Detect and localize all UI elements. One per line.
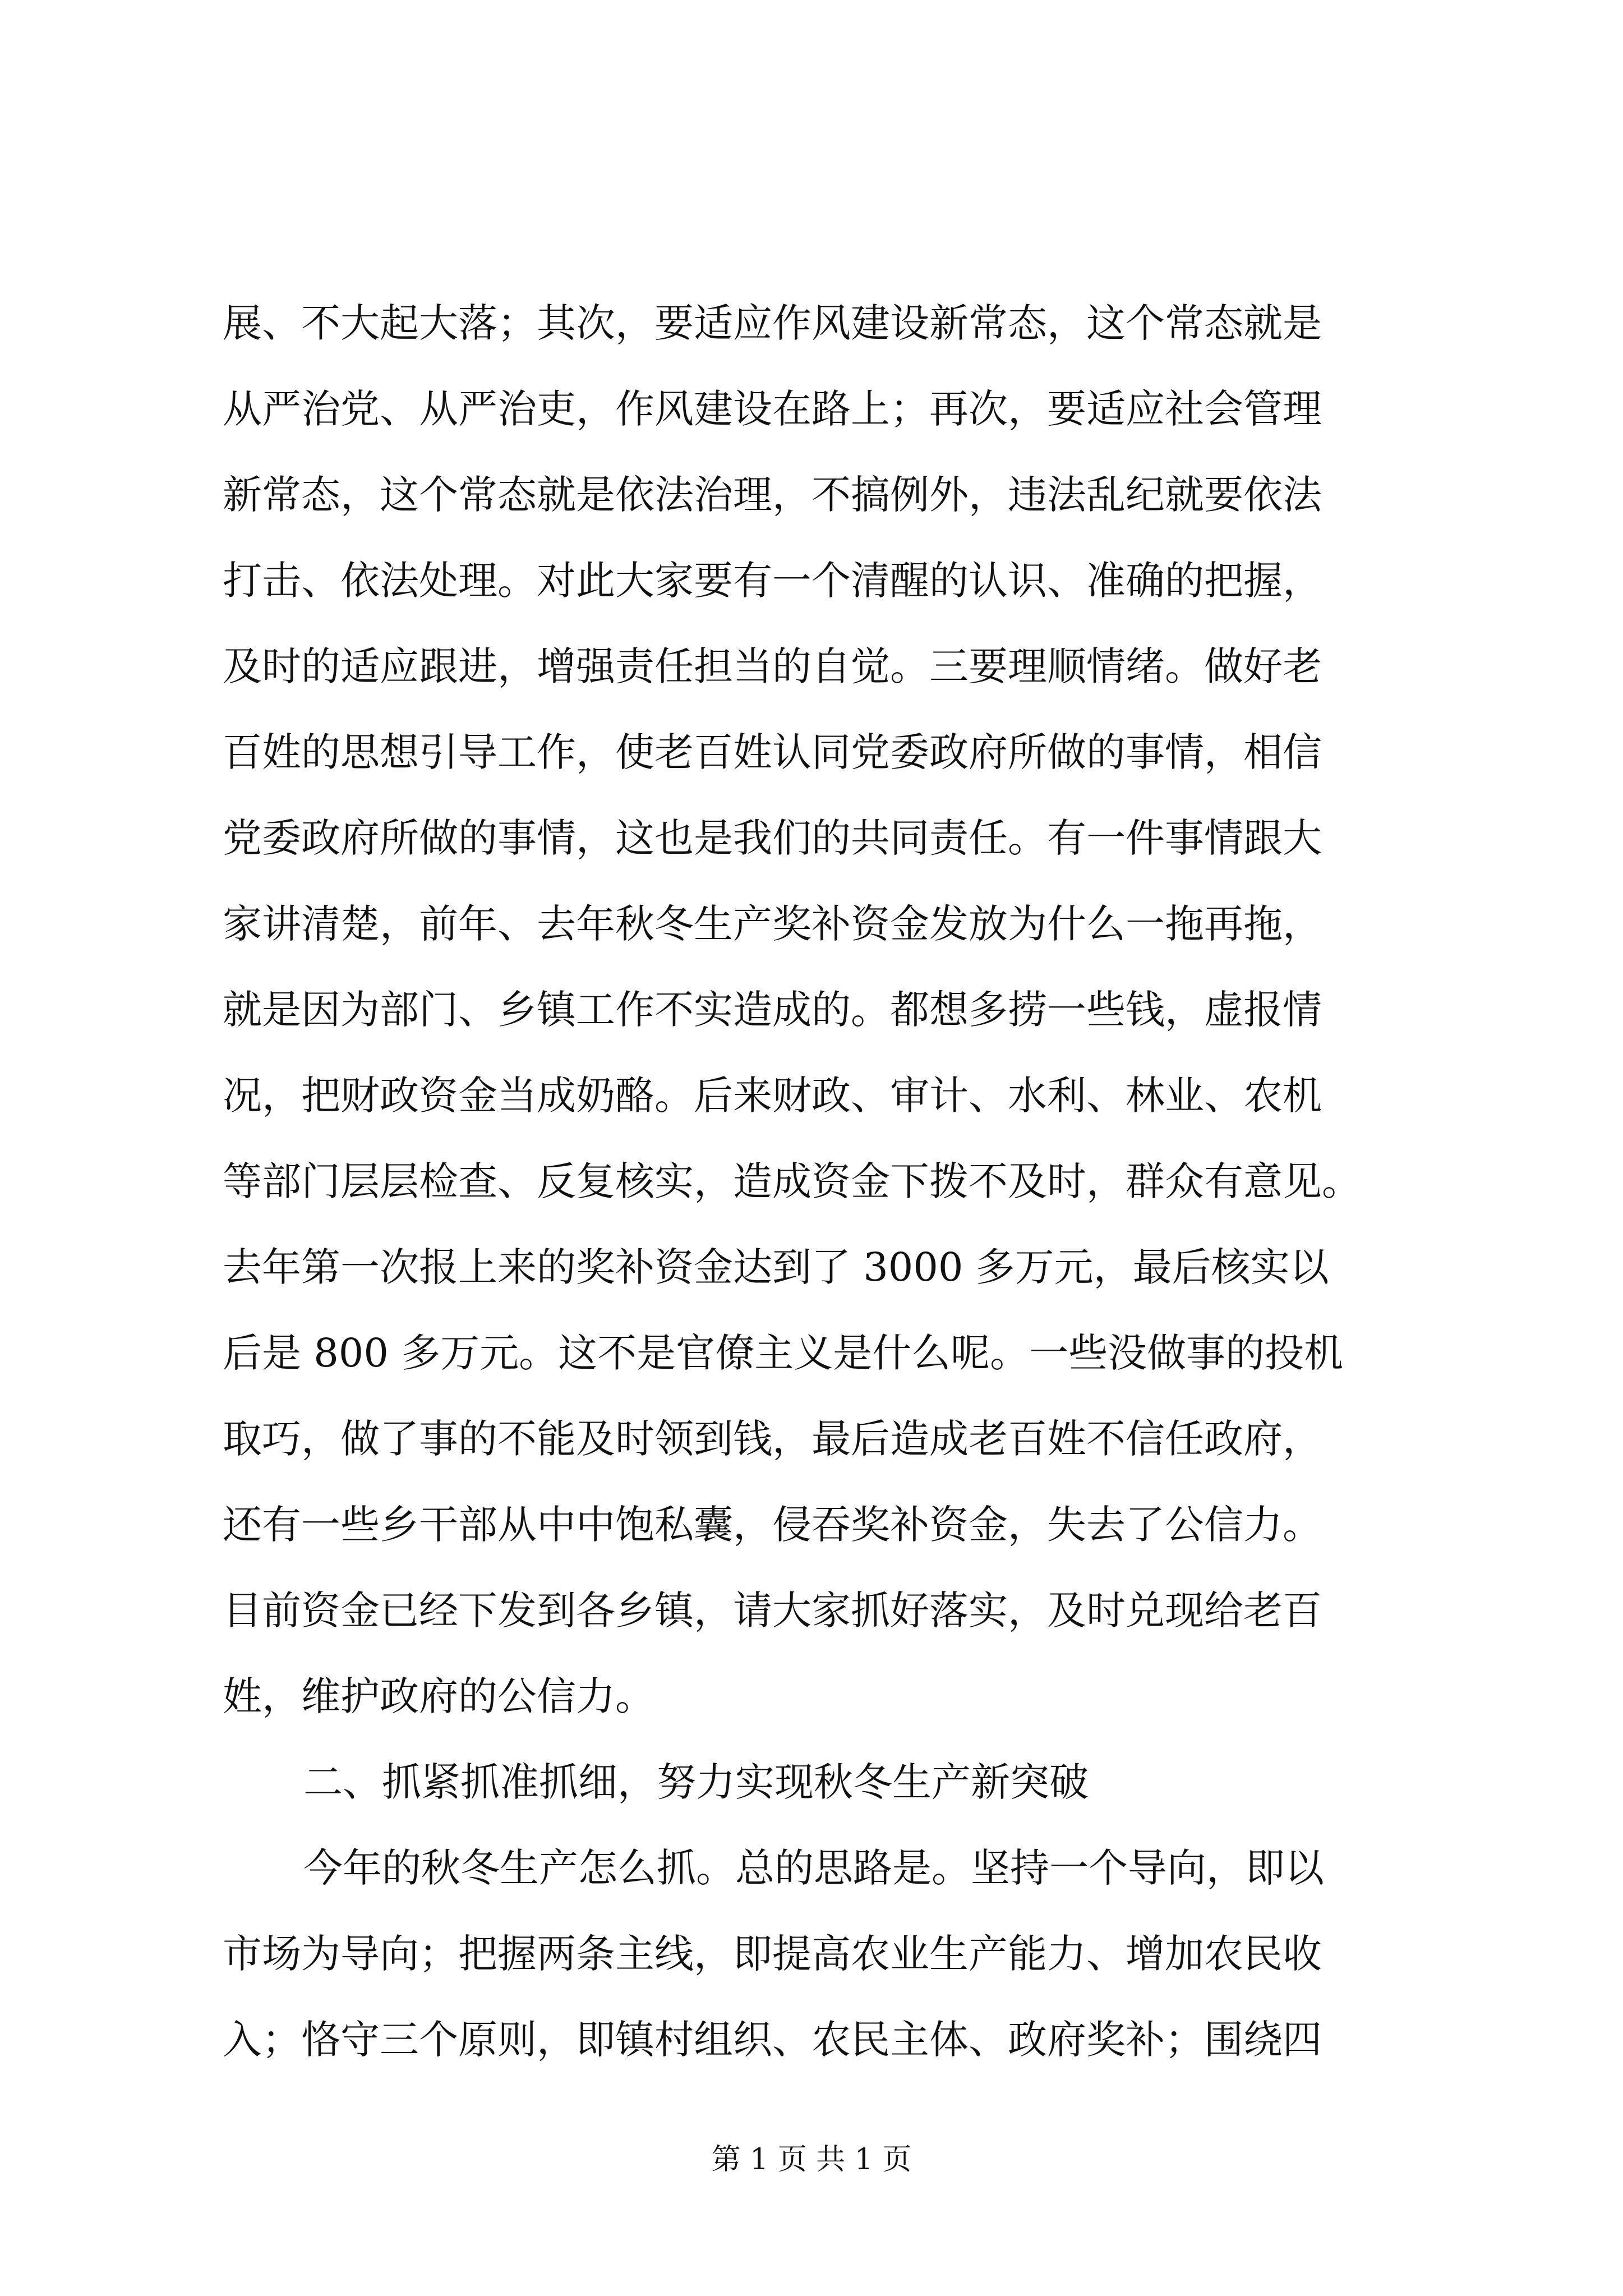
text-line: 还有一些乡干部从中中饱私囊，侵吞奖补资金，失去了公信力。 [223,1502,1322,1548]
text-line: 去年第一次报上来的奖补资金达到了 3000 多万元，最后核实以 [223,1244,1329,1290]
text-line: 入；恪守三个原则，即镇村组织、农民主体、政府奖补；围绕四 [223,2017,1322,2063]
text-line: 党委政府所做的事情，这也是我们的共同责任。有一件事情跟大 [223,815,1322,861]
text-line: 姓，维护政府的公信力。 [223,1673,654,1719]
text-line: 后是 800 多万元。这不是官僚主义是什么呢。一些没做事的投机 [223,1330,1344,1376]
text-line: 目前资金已经下发到各乡镇，请大家抓好落实，及时兑现给老百 [223,1588,1322,1634]
text-line: 打击、依法处理。对此大家要有一个清醒的认识、准确的把握， [223,558,1322,604]
text-line: 新常态，这个常态就是依法治理，不搞例外，违法乱纪就要依法 [223,472,1322,518]
text-line: 家讲清楚，前年、去年秋冬生产奖补资金发放为什么一拖再拖， [223,901,1322,947]
text-line: 展、不大起大落；其次，要适应作风建设新常态，这个常态就是 [223,300,1322,346]
text-line: 取巧，做了事的不能及时领到钱，最后造成老百姓不信任政府， [223,1416,1322,1462]
text-line: 从严治党、从严治吏，作风建设在路上；再次，要适应社会管理 [223,386,1322,432]
text-line: 况，把财政资金当成奶酪。后来财政、审计、水利、林业、农机 [223,1073,1322,1119]
text-line: 及时的适应跟进，增强责任担当的自觉。三要理顺情绪。做好老 [223,643,1322,689]
page-footer: 第 1 页 共 1 页 [711,2143,912,2177]
section-heading: 二、抓紧抓准抓细，努力实现秋冬生产新突破 [303,1759,1089,1805]
body-text [223,280,1434,2083]
text-line: 就是因为部门、乡镇工作不实造成的。都想多捞一些钱，虚报情 [223,987,1322,1033]
text-line: 等部门层层检查、反复核实，造成资金下拨不及时，群众有意见。 [223,1158,1361,1204]
text-line: 市场为导向；把握两条主线，即提高农业生产能力、增加农民收 [223,1931,1322,1977]
text-line: 今年的秋冬生产怎么抓。总的思路是。坚持一个导向，即以 [303,1845,1324,1891]
text-line: 百姓的思想引导工作，使老百姓认同党委政府所做的事情，相信 [223,729,1322,775]
